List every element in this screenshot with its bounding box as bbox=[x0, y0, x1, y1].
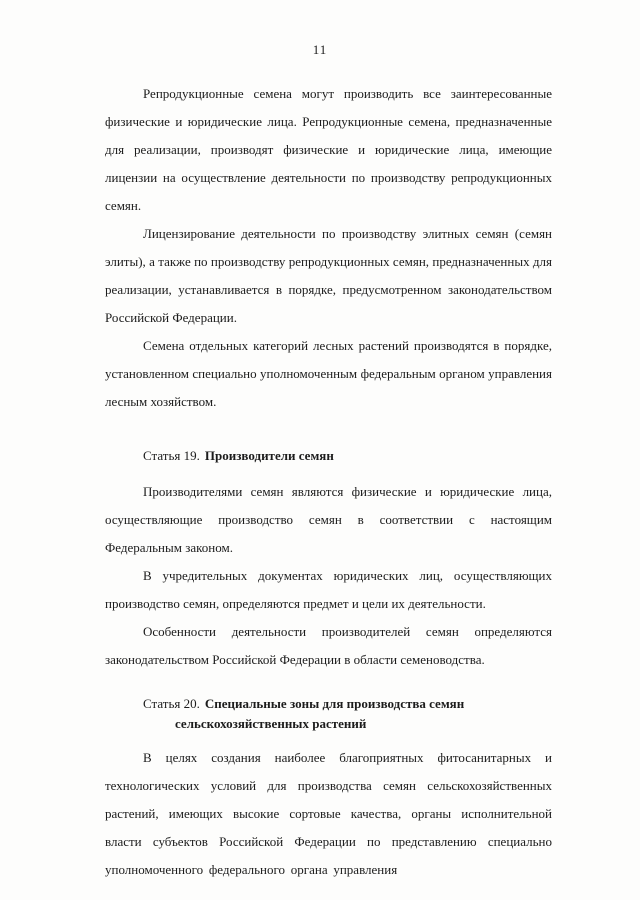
article-20-title-line-2: сельскохозяйственных растений bbox=[175, 716, 367, 731]
paragraph-producer-activity: Особенности деятельности производителей семян определяются законодательством Российской Федерации в области семеноводства. bbox=[105, 624, 552, 667]
article-19-label: Статья 19. bbox=[143, 448, 200, 463]
paragraph-forest-seeds: Семена отдельных категорий лесных растений производятся в порядке, установленном специально уполномоченным федеральным органом управления лесным хозяйством. bbox=[105, 338, 552, 409]
article-19-title: Производители семян bbox=[204, 448, 334, 463]
article-19-heading bbox=[105, 442, 552, 470]
paragraph-special-zones: В целях создания наиболее благоприятных фитосанитарных и технологических условий для производства семян сельскохозяйственных растений, имеющих высокие сортовые качества, органы исполнительной власти субъектов Российской Федерации по представлению специально уполномоченного федерального органа управления bbox=[105, 750, 552, 877]
paragraph-reproduction-seeds: Репродукционные семена могут производить все заинтересованные физические и юридические лица. Репродукционные семена, предназначенные для реализации, производят физические и юридические лица, имеющие лицензии на осуществление деятельности по производству репродукционных семян. bbox=[105, 86, 552, 213]
page-content bbox=[105, 80, 552, 884]
page-number: 11 bbox=[312, 42, 328, 57]
paragraph-founding-documents: В учредительных документах юридических лиц, осуществляющих производство семян, определяются предмет и цели их деятельности. bbox=[105, 568, 552, 611]
article-20-label: Статья 20. bbox=[143, 696, 200, 711]
article-20-heading bbox=[105, 694, 552, 734]
article-20-title-line-1: Специальные зоны для производства семян bbox=[204, 696, 465, 711]
paragraph-seed-producers: Производителями семян являются физические и юридические лица, осуществляющие производство семян в соответствии с настоящим Федеральным законом. bbox=[105, 484, 552, 555]
paragraph-licensing: Лицензирование деятельности по производству элитных семян (семян элиты), а также по производству репродукционных семян, предназначенных для реализации, устанавливается в порядке, предусмотренном законодательством Российской Федерации. bbox=[105, 226, 552, 325]
